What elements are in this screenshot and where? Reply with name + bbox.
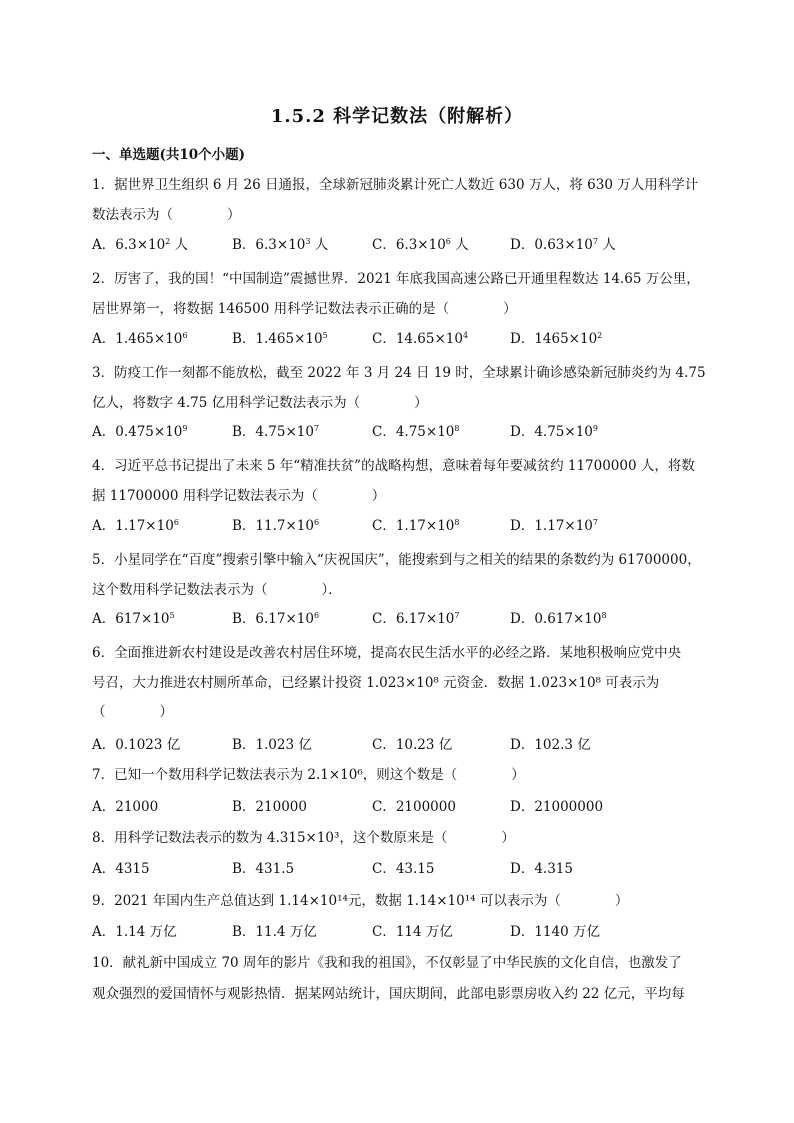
- option-exponent: 8: [454, 424, 460, 433]
- question-6-line-3: （ ）: [92, 704, 173, 720]
- question-7-option-A[interactable]: [92, 798, 158, 816]
- question-2-option-A[interactable]: [92, 330, 187, 348]
- option-exponent: 4: [462, 331, 469, 340]
- question-9-line-1: 9．2021 年国内生产总值达到 1.14×10¹⁴元，数据 1.14×10¹⁴ 可以表示为（ ）: [92, 893, 629, 909]
- question-3-option-C[interactable]: [372, 423, 459, 441]
- option-text: D．1465×10: [510, 331, 598, 347]
- option-text: A．0.1023 亿: [92, 737, 181, 753]
- section-heading: 一、单选题(共10个小题): [92, 147, 246, 163]
- question-2-line-1: 2．厉害了，我的国！“中国制造”震撼世界．2021 年底我国高速公路已开通里程数达 14.65 万公里，: [92, 271, 700, 287]
- option-text: A．21000: [92, 799, 159, 815]
- question-8-option-B[interactable]: [232, 860, 294, 878]
- question-5-option-D[interactable]: [510, 610, 607, 628]
- option-text: B．1.023 亿: [232, 737, 312, 753]
- question-4-option-D[interactable]: [510, 517, 598, 535]
- option-text: B．6.3×10: [232, 237, 306, 253]
- option-exponent: 9: [592, 424, 598, 433]
- question-9-option-A[interactable]: [92, 923, 177, 941]
- question-7-option-C[interactable]: [372, 798, 456, 816]
- option-text: B．210000: [232, 799, 307, 815]
- option-text: B．11.7×10: [232, 518, 314, 534]
- question-2-option-C[interactable]: [372, 330, 468, 348]
- question-9-option-B[interactable]: [232, 923, 317, 941]
- question-7-line-1: 7．已知一个数用科学记数法表示为 2.1×10⁶，则这个数是（ ）: [92, 767, 525, 783]
- question-1-option-C[interactable]: [372, 236, 469, 254]
- question-7-option-B[interactable]: [232, 798, 307, 816]
- option-text: B．6.17×10: [232, 611, 314, 627]
- option-text: A．1.14 万亿: [92, 924, 177, 940]
- option-exponent: 7: [592, 518, 598, 527]
- question-1-option-A[interactable]: [92, 236, 188, 254]
- option-text: C．6.3×10: [372, 237, 446, 253]
- option-exponent: 8: [601, 611, 607, 620]
- question-8-line-1: 8．用科学记数法表示的数为 4.315×10³，这个数原来是（ ）: [92, 830, 515, 846]
- option-text: C．14.65×10: [372, 331, 463, 347]
- option-text: A．617×10: [92, 611, 170, 627]
- option-exponent: 6: [182, 331, 188, 340]
- option-exponent: 3: [305, 237, 311, 246]
- question-8-option-D[interactable]: [510, 860, 573, 878]
- question-5-option-C[interactable]: [372, 610, 459, 628]
- option-text: A．4315: [92, 861, 150, 877]
- option-exponent: 6: [313, 611, 320, 620]
- option-text: B．1.465×10: [232, 331, 323, 347]
- question-6-option-B[interactable]: [232, 736, 312, 754]
- question-3-option-A[interactable]: [92, 423, 187, 441]
- page-title: 1.5.2 科学记数法（附解析）: [270, 106, 524, 127]
- option-text: A．1.17×10: [92, 518, 174, 534]
- question-5-option-A[interactable]: [92, 610, 175, 628]
- option-text: D．4.75×10: [510, 424, 593, 440]
- option-text: C．114 万亿: [372, 924, 453, 940]
- question-1-line-1: 1．据世界卫生组织 6 月 26 日通报，全球新冠肺炎累计死亡人数近 630 万人，将 630 万人用科学计: [92, 177, 699, 193]
- option-exponent: 2: [597, 331, 603, 340]
- option-unit: 人: [597, 237, 616, 253]
- question-2-option-B[interactable]: [232, 330, 328, 348]
- option-text: C．4.75×10: [372, 424, 455, 440]
- option-unit: 人: [310, 237, 329, 253]
- option-text: D．0.63×10: [510, 237, 593, 253]
- question-6-option-D[interactable]: [510, 736, 591, 754]
- question-1-option-D[interactable]: [510, 236, 616, 254]
- question-2-line-2: 居世界第一，将数据 146500 用科学记数法表示正确的是（ ）: [92, 301, 517, 317]
- option-text: C．43.15: [372, 861, 435, 877]
- question-4-line-1: 4．习近平总书记提出了未来 5 年“精准扶贫”的战略构想，意味着每年要减贫约 11700000 人，将数: [92, 458, 695, 474]
- option-unit: 人: [170, 237, 189, 253]
- question-5-option-B[interactable]: [232, 610, 319, 628]
- question-6-line-2: 号召，大力推进农村厕所革命，已经累计投资 1.023×10⁸ 元资金．数据 1.023×10⁸ 可表示为: [92, 675, 660, 691]
- question-1-line-2: 数法表示为（ ）: [92, 207, 241, 223]
- option-exponent: 6: [173, 518, 179, 527]
- option-text: D．0.617×10: [510, 611, 602, 627]
- question-7-option-D[interactable]: [510, 798, 603, 816]
- option-text: C．10.23 亿: [372, 737, 453, 753]
- option-exponent: 6: [445, 237, 451, 246]
- option-text: A．0.475×10: [92, 424, 183, 440]
- question-1-option-B[interactable]: [232, 236, 328, 254]
- option-exponent: 7: [454, 611, 460, 620]
- option-text: B．11.4 万亿: [232, 924, 317, 940]
- option-exponent: 7: [313, 424, 320, 433]
- question-6-option-A[interactable]: [92, 736, 180, 754]
- option-exponent: 2: [165, 237, 171, 246]
- option-text: D．102.3 亿: [510, 737, 591, 753]
- question-10-line-2: 观众强烈的爱国情怀与观影热情．据某网站统计，国庆期间，此部电影票房收入约 22 亿元，平均每: [92, 986, 685, 1002]
- question-9-option-C[interactable]: [372, 923, 453, 941]
- option-text: C．2100000: [372, 799, 456, 815]
- question-6-option-C[interactable]: [372, 736, 452, 754]
- question-8-option-C[interactable]: [372, 860, 434, 878]
- question-4-option-A[interactable]: [92, 517, 179, 535]
- option-exponent: 9: [182, 424, 188, 433]
- question-10-line-1: 10．献礼新中国成立 70 周年的影片《我和我的祖国》，不仅彰显了中华民族的文化自信，也激发了: [92, 955, 682, 971]
- question-8-option-A[interactable]: [92, 860, 150, 878]
- question-3-option-D[interactable]: [510, 423, 598, 441]
- question-9-option-D[interactable]: [510, 923, 600, 941]
- option-text: D．1.17×10: [510, 518, 593, 534]
- option-exponent: 6: [313, 518, 320, 527]
- option-text: A．6.3×10: [92, 237, 166, 253]
- option-text: D．21000000: [510, 799, 604, 815]
- option-text: D．1140 万亿: [510, 924, 600, 940]
- option-text: C．6.17×10: [372, 611, 455, 627]
- option-text: B．4.75×10: [232, 424, 314, 440]
- option-exponent: 8: [454, 518, 460, 527]
- option-unit: 人: [450, 237, 469, 253]
- question-6-line-1: 6．全面推进新农村建设是改善农村居住环境，提高农民生活水平的必经之路．某地积极响应党中央: [92, 645, 682, 661]
- option-text: A．1.465×10: [92, 331, 183, 347]
- option-exponent: 5: [169, 611, 175, 620]
- option-text: C．1.17×10: [372, 518, 455, 534]
- option-exponent: 5: [322, 331, 328, 340]
- question-4-option-C[interactable]: [372, 517, 459, 535]
- question-4-option-B[interactable]: [232, 517, 319, 535]
- option-text: B．431.5: [232, 861, 295, 877]
- question-3-line-1: 3．防疫工作一刻都不能放松，截至 2022 年 3 月 24 日 19 时，全球累计确诊感染新冠肺炎约为 4.75: [92, 365, 706, 381]
- option-text: D．4.315: [510, 861, 573, 877]
- question-5-line-2: 这个数用科学记数法表示为（ ）．: [92, 582, 342, 598]
- question-3-option-B[interactable]: [232, 423, 319, 441]
- option-exponent: 7: [592, 237, 598, 246]
- question-2-option-D[interactable]: [510, 330, 602, 348]
- question-5-line-1: 5．小星同学在“百度”搜索引擎中输入“庆祝国庆”，能搜索到与之相关的结果的条数约为 61700000，: [92, 552, 701, 568]
- question-4-line-2: 据 11700000 用科学记数法表示为（ ）: [92, 488, 386, 504]
- question-3-line-2: 亿人，将数字 4.75 亿用科学记数法表示为（ ）: [92, 395, 428, 411]
